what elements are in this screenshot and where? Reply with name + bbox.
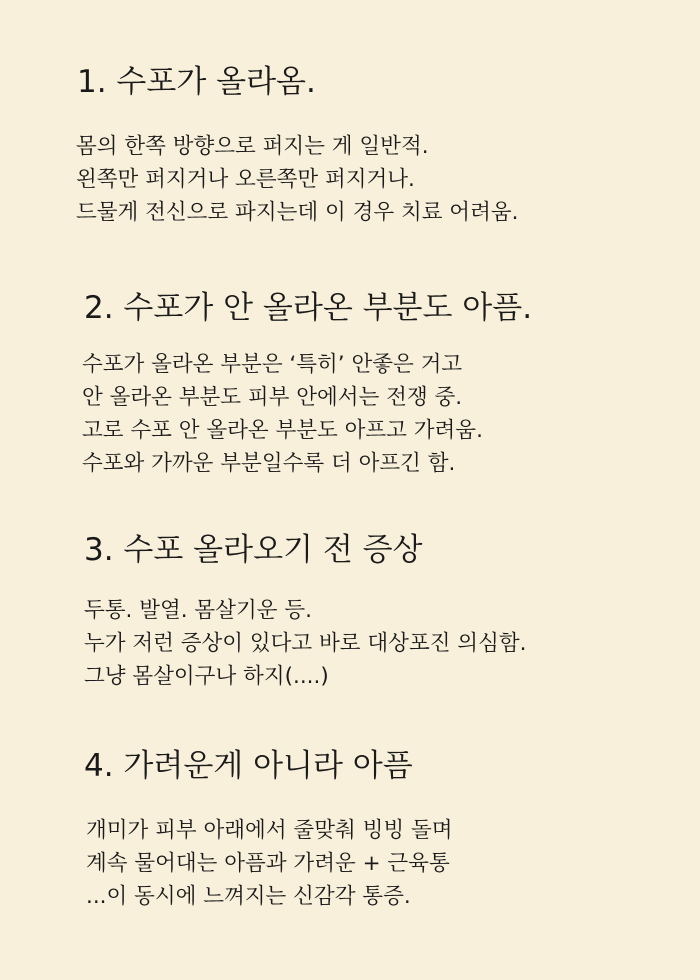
section-1-body xyxy=(76,130,518,229)
section-4-body xyxy=(86,814,452,913)
section-3-line: 누가 저런 증상이 있다고 바로 대상포진 의심함. xyxy=(84,631,527,656)
section-1-line: 몸의 한쪽 방향으로 퍼지는 게 일반적. xyxy=(76,134,429,159)
section-1-line: 드물게 전신으로 파지는데 이 경우 치료 어려움. xyxy=(76,200,519,225)
section-4-line: ...이 동시에 느껴지는 신감각 통증. xyxy=(86,884,411,909)
section-2-line: 수포와 가까운 부분일수록 더 아프긴 함. xyxy=(82,451,456,476)
section-3-line: 두통. 발열. 몸살기운 등. xyxy=(84,598,312,623)
section-2-line: 수포가 올라온 부분은 ‘특히’ 안좋은 거고 xyxy=(82,352,463,377)
section-4-line: 개미가 피부 아래에서 줄맞춰 빙빙 돌며 xyxy=(86,818,453,843)
section-2-line: 안 올라온 부분도 피부 안에서는 전쟁 중. xyxy=(82,385,463,410)
section-1-line: 왼쪽만 퍼지거나 오른쪽만 퍼지거나. xyxy=(76,167,415,192)
section-1-heading: 1. 수포가 올라옴. xyxy=(77,64,316,100)
section-4-line: 계속 물어대는 아픔과 가려운 + 근육통 xyxy=(86,851,450,876)
section-3-heading: 3. 수포 올라오기 전 증상 xyxy=(84,532,423,568)
section-2-heading: 2. 수포가 안 올라온 부분도 아픔. xyxy=(84,290,533,326)
section-3-line: 그냥 몸살이구나 하지(....) xyxy=(84,664,329,689)
section-4-heading: 4. 가려운게 아니라 아픔 xyxy=(84,748,413,784)
section-2-body xyxy=(82,348,483,480)
section-3-body xyxy=(84,594,526,693)
section-2-line: 고로 수포 안 올라온 부분도 아프고 가려움. xyxy=(82,418,483,443)
